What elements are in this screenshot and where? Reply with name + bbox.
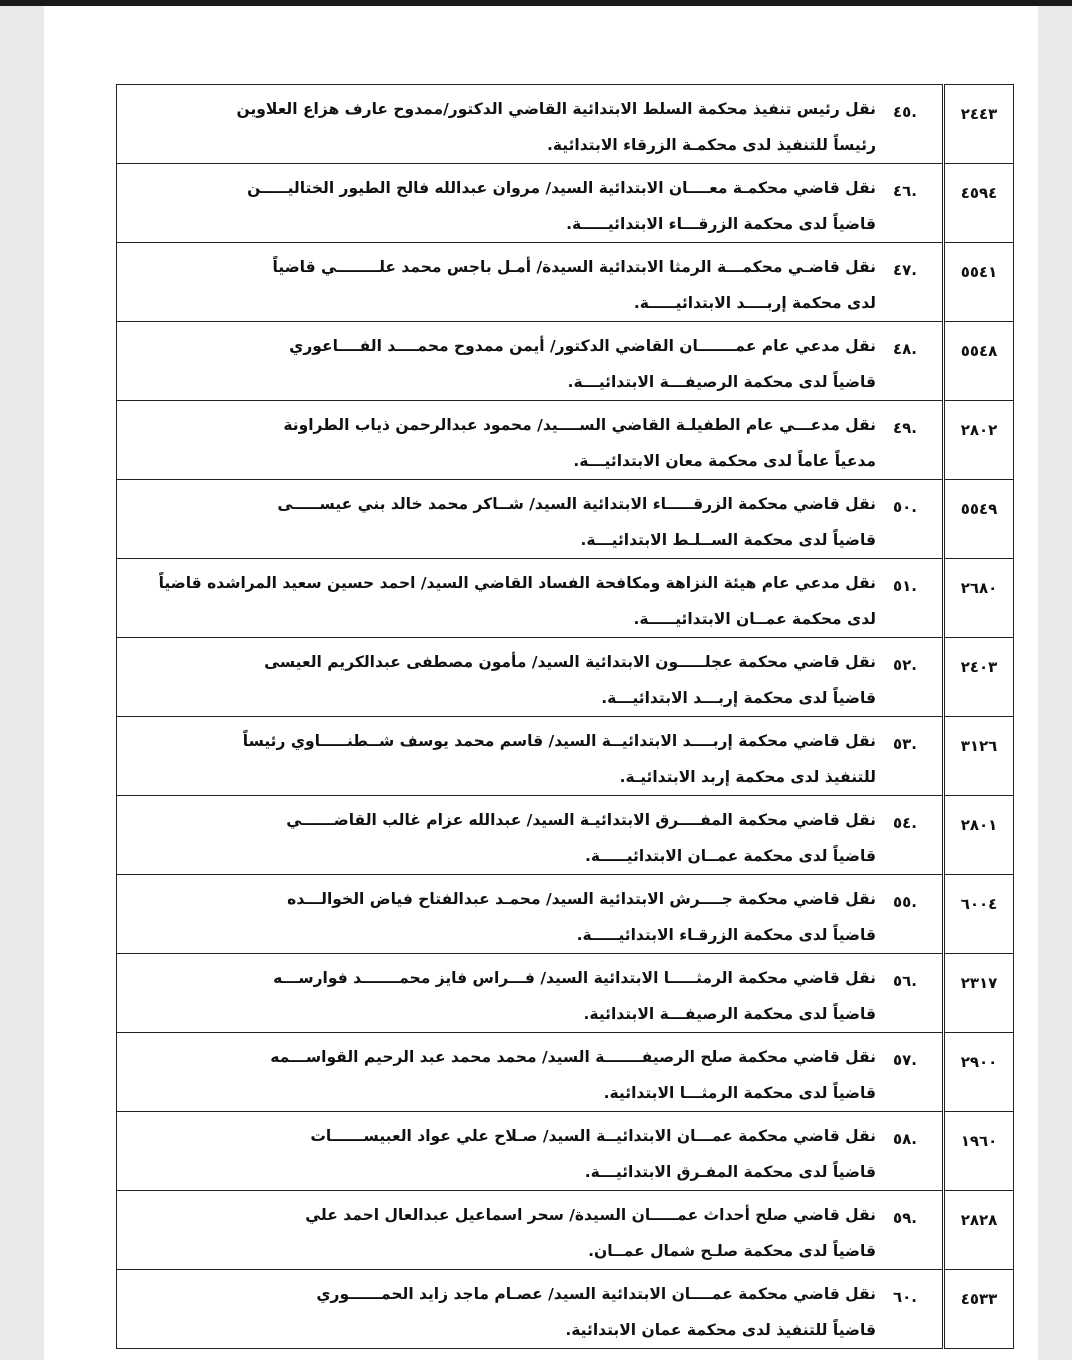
- employee-code-cell: ٢٨٠٢: [944, 401, 1014, 480]
- decision-cell: [117, 1270, 944, 1349]
- decision-text-line-1: نقل قاضي محكمة عمـــان الابتدائيــة السيد/ صـلاح علي عواد العبيســــــات: [310, 1127, 876, 1145]
- employee-code-cell: ٥٥٤٨: [944, 322, 1014, 401]
- decision-text-line-2: قاضياً لدى محكمة عمــان الابتدائيـــــة.: [584, 847, 876, 865]
- table-row: [117, 954, 1014, 1033]
- decision-text-line-1: نقل مدعي عام عمـــــــان القاضي الدكتور/ أيمن ممدوح محمــــد الفــــاعوري: [289, 337, 876, 355]
- item-number: .٥٠: [892, 498, 917, 516]
- decision-text-line-2: قاضياً لدى محكمة الزرقـاء الابتدائيـــــة.: [576, 926, 876, 944]
- decision-text-line-1: نقل قاضي صلح أحداث عمـــــان السيدة/ سحر اسماعيل عبدالعال احمد علي: [305, 1206, 876, 1224]
- item-number: .٥٥: [892, 893, 917, 911]
- decision-line: [117, 164, 942, 236]
- decision-cell: [117, 480, 944, 559]
- item-number: .٥٣: [892, 735, 917, 753]
- table-row: [117, 1191, 1014, 1270]
- decision-cell: [117, 401, 944, 480]
- decision-text-line-1: نقل رئيس تنفيذ محكمة السلط الابتدائية القاضي الدكتور/ممدوح عارف هزاع العلاوين: [236, 100, 876, 118]
- decision-text-line-2: قاضياً لدى محكمة الرمثـــا الابتدائية.: [603, 1084, 876, 1102]
- decision-text: [125, 249, 876, 321]
- decision-cell: [117, 559, 944, 638]
- employee-code-cell: ٥٥٤١: [944, 243, 1014, 322]
- decision-text-line-2: قاضياً للتنفيذ لدى محكمة عمان الابتدائية.: [565, 1321, 876, 1339]
- transfer-table: [116, 84, 1014, 1349]
- decision-text: [125, 170, 876, 242]
- decision-text-line-1: نقل قاضـي محكمـــة الرمثا الابتدائية السيدة/ أمـل باجس محمد علــــــــي قاضياً: [272, 258, 876, 276]
- item-number: .٤٨: [892, 340, 917, 358]
- decision-text: [125, 802, 876, 874]
- decision-text-line-1: نقل قاضي محكمة الرمثـــــا الابتدائية السيد/ فـــراس فايز محمـــــــد فوارســـه: [273, 969, 876, 987]
- item-number: .٤٧: [892, 261, 917, 279]
- document-page: [44, 6, 1038, 1360]
- table-row: [117, 717, 1014, 796]
- employee-code-cell: ١٩٦٠: [944, 1112, 1014, 1191]
- decision-text: [125, 486, 876, 558]
- decision-line: [117, 638, 942, 710]
- decision-line: [117, 954, 942, 1026]
- item-number: .٥٧: [892, 1051, 917, 1069]
- decision-cell: [117, 717, 944, 796]
- decision-text: [125, 407, 876, 479]
- decision-line: [117, 243, 942, 315]
- decision-text-line-2: للتنفيذ لدى محكمة إربد الابتدائيـة.: [619, 768, 876, 786]
- table-row: [117, 796, 1014, 875]
- item-number: .٤٦: [892, 182, 917, 200]
- decision-text-line-1: نقل قاضي محكمة عمــــان الابتدائية السيد/ عصـام ماجد زايد الحمــــــوري: [316, 1285, 876, 1303]
- decision-text: [125, 1276, 876, 1348]
- employee-code-cell: ٤٥٩٤: [944, 164, 1014, 243]
- employee-code-cell: ٦٠٠٤: [944, 875, 1014, 954]
- table-row: [117, 559, 1014, 638]
- table-row: [117, 243, 1014, 322]
- table-row: [117, 1033, 1014, 1112]
- decision-text: [125, 644, 876, 716]
- employee-code-cell: ٤٥٣٣: [944, 1270, 1014, 1349]
- item-number: .٦٠: [892, 1288, 917, 1306]
- decision-text-line-2: رئيساً للتنفيذ لدى محكمـة الزرقاء الابتدائية.: [546, 136, 876, 154]
- decision-text-line-2: قاضياً لدى محكمة الزرقـــاء الابتدائيـــــة.: [566, 215, 876, 233]
- item-number: .٥٩: [892, 1209, 917, 1227]
- decision-cell: [117, 954, 944, 1033]
- employee-code-cell: ٢٣١٧: [944, 954, 1014, 1033]
- decision-text: [125, 91, 876, 163]
- table-row: [117, 638, 1014, 717]
- item-number: .٥٦: [892, 972, 917, 990]
- decision-text-line-1: نقل قاضي محكمـة معــــان الابتدائية السيد/ مروان عبدالله فالح الطيور الختاليـــــن: [247, 179, 876, 197]
- decision-line: [117, 559, 942, 631]
- table-row: [117, 1112, 1014, 1191]
- decision-text-line-1: نقل مدعي عام هيئة النزاهة ومكافحة الفساد القاضي السيد/ احمد حسين سعيد المراشده قاضياً: [158, 574, 876, 592]
- decision-text-line-2: مدعياً عاماً لدى محكمة معان الابتدائيـــة.: [573, 452, 876, 470]
- table-row: [117, 875, 1014, 954]
- table-row: [117, 322, 1014, 401]
- decision-cell: [117, 875, 944, 954]
- table-row: [117, 164, 1014, 243]
- item-number: .٤٩: [892, 419, 917, 437]
- decision-line: [117, 796, 942, 868]
- decision-cell: [117, 164, 944, 243]
- decision-text: [125, 565, 876, 637]
- decision-line: [117, 1270, 942, 1342]
- decision-text: [125, 1197, 876, 1269]
- decision-text-line-1: نقل قاضي محكمة الزرقـــــاء الابتدائية السيد/ شــاكر محمد خالد بني عيســـــى: [277, 495, 876, 513]
- decision-text-line-2: قاضياً لدى محكمة الرصيفـــة الابتدائية.: [583, 1005, 876, 1023]
- decision-line: [117, 875, 942, 947]
- employee-code-cell: ٢٩٠٠: [944, 1033, 1014, 1112]
- decision-line: [117, 401, 942, 473]
- decision-line: [117, 1033, 942, 1105]
- decision-text: [125, 723, 876, 795]
- employee-code-cell: ٢٨٢٨: [944, 1191, 1014, 1270]
- decision-cell: [117, 638, 944, 717]
- employee-code-cell: ٢٦٨٠: [944, 559, 1014, 638]
- decision-text-line-1: نقل قاضي محكمة جــــرش الابتدائية السيد/ محمـد عبدالفتاح فياض الخوالـــده: [287, 890, 876, 908]
- decision-text-line-2: قاضياً لدى محكمة إربـــد الابتدائيـــة.: [601, 689, 876, 707]
- decision-text-line-1: نقل قاضي محكمة المفــــرق الابتدائيـة السيد/ عبدالله عزام غالب القاضــــــي: [286, 811, 876, 829]
- decision-text: [125, 881, 876, 953]
- table-row: [117, 480, 1014, 559]
- decision-text-line-2: لدى محكمة إربــــد الابتدائيـــــة.: [633, 294, 876, 312]
- decision-text: [125, 1118, 876, 1190]
- decision-text-line-1: نقل قاضي محكمة إربــــد الابتدائيــة السيد/ قاسم محمد يوسف شــطنـــــاوي رئيساً: [242, 732, 876, 750]
- decision-cell: [117, 243, 944, 322]
- decision-text: [125, 1039, 876, 1111]
- table-row: [117, 1270, 1014, 1349]
- decision-line: [117, 480, 942, 552]
- decision-text-line-2: قاضياً لدى محكمة المفـرق الابتدائيـــة.: [584, 1163, 876, 1181]
- decision-line: [117, 322, 942, 394]
- decision-cell: [117, 1112, 944, 1191]
- decision-line: [117, 717, 942, 789]
- decision-cell: [117, 1191, 944, 1270]
- decision-line: [117, 1191, 942, 1263]
- decision-cell: [117, 85, 944, 164]
- item-number: .٥١: [892, 577, 917, 595]
- decision-cell: [117, 322, 944, 401]
- decision-text-line-1: نقل قاضي محكمة عجلـــــون الابتدائية السيد/ مأمون مصطفى عبدالكريم العيسى: [264, 653, 876, 671]
- table-row: [117, 85, 1014, 164]
- decision-text: [125, 328, 876, 400]
- decision-text-line-1: نقل مدعـــي عام الطفيلـة القاضي الســــيد/ محمود عبدالرحمن ذياب الطراونة: [283, 416, 876, 434]
- decision-cell: [117, 796, 944, 875]
- decision-line: [117, 85, 942, 157]
- decision-text-line-2: قاضياً لدى محكمة الرصيفـــة الابتدائيـــة.: [567, 373, 876, 391]
- table-body: [117, 85, 1014, 1349]
- employee-code-cell: ٢٨٠١: [944, 796, 1014, 875]
- item-number: .٥٤: [892, 814, 917, 832]
- decision-text-line-1: نقل قاضي محكمة صلح الرصيفـــــــة السيد/ محمد محمد عبد الرحيم القواســـمه: [270, 1048, 876, 1066]
- item-number: .٤٥: [892, 103, 917, 121]
- item-number: .٥٢: [892, 656, 917, 674]
- decision-text: [125, 960, 876, 1032]
- decision-text-line-2: لدى محكمة عمــان الابتدائيـــــة.: [633, 610, 876, 628]
- employee-code-cell: ٥٥٤٩: [944, 480, 1014, 559]
- item-number: .٥٨: [892, 1130, 917, 1148]
- decision-cell: [117, 1033, 944, 1112]
- employee-code-cell: ٣١٢٦: [944, 717, 1014, 796]
- decision-text-line-2: قاضياً لدى محكمة الســلـط الابتدائيـــة.: [580, 531, 876, 549]
- employee-code-cell: ٢٤٤٣: [944, 85, 1014, 164]
- decision-text-line-2: قاضياً لدى محكمة صلـح شمال عمــان.: [588, 1242, 876, 1260]
- employee-code-cell: ٢٤٠٣: [944, 638, 1014, 717]
- decision-line: [117, 1112, 942, 1184]
- table-row: [117, 401, 1014, 480]
